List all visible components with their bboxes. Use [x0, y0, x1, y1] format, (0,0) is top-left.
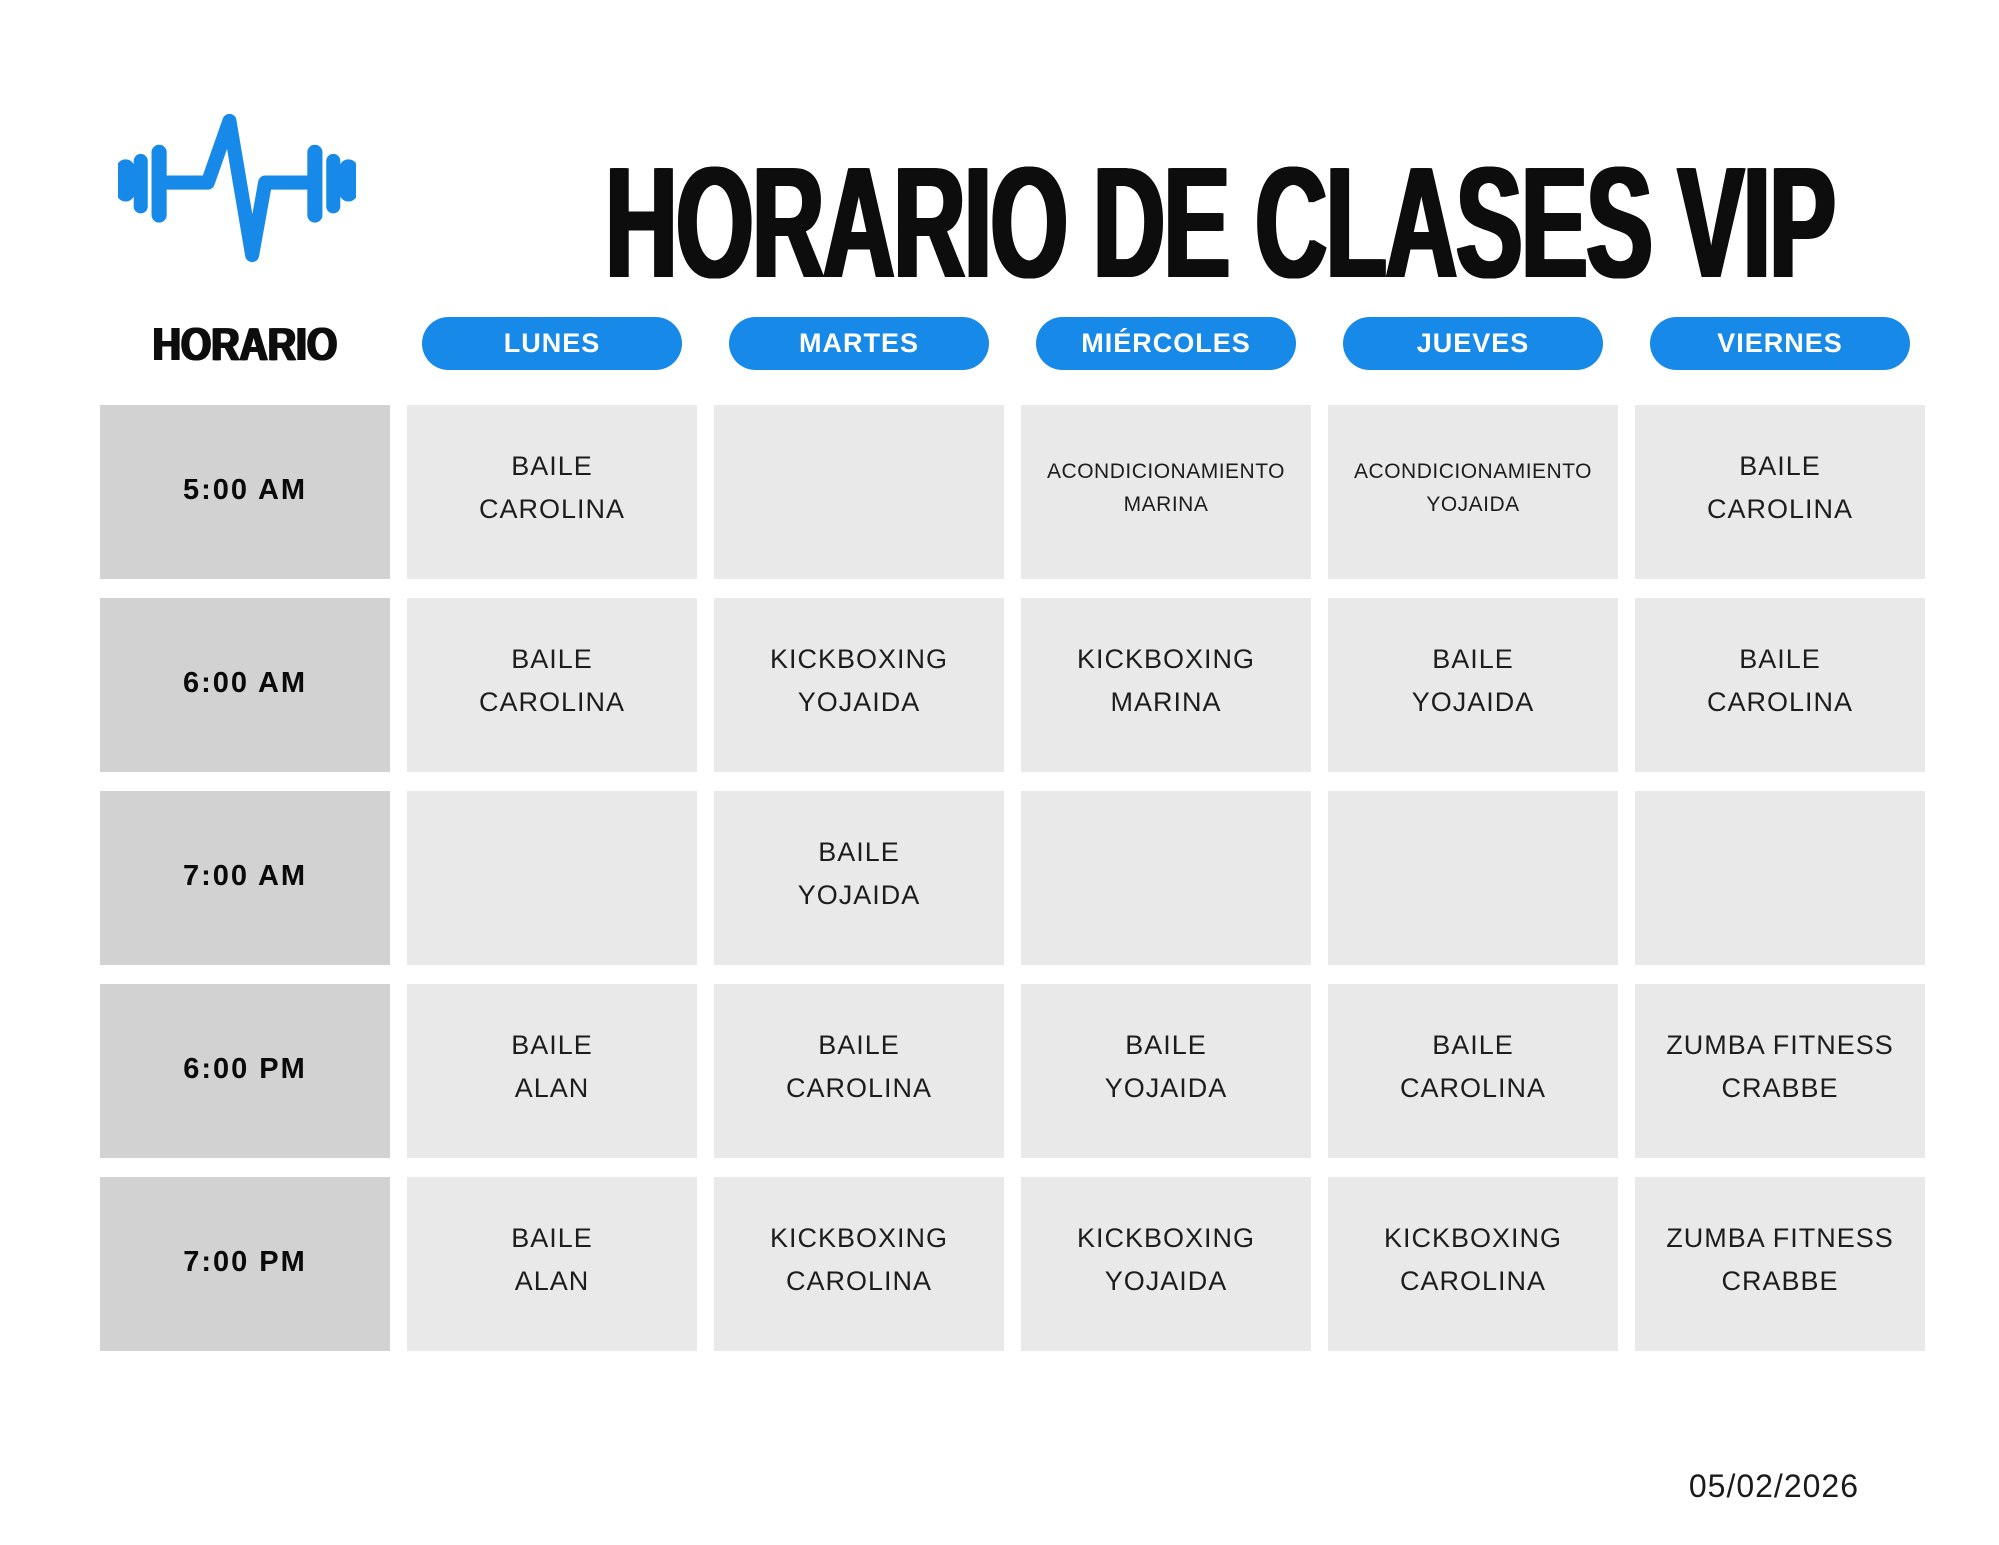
- time-label: 6:00 AM: [182, 667, 308, 700]
- schedule-cell: [1328, 405, 1618, 579]
- instructor-name: MARINA: [1123, 493, 1209, 516]
- time-cell: [100, 598, 390, 772]
- class-name: KICKBOXING: [769, 1222, 949, 1253]
- class-name: BAILE: [511, 643, 593, 674]
- schedule-cell-empty: [1021, 791, 1311, 965]
- time-cell: [100, 984, 390, 1158]
- class-name: BAILE: [1125, 1029, 1207, 1060]
- schedule-cell: [1021, 598, 1311, 772]
- time-label: 5:00 AM: [182, 474, 308, 507]
- schedule-cell-empty: [407, 791, 697, 965]
- schedule-cell-empty: [1635, 791, 1925, 965]
- class-name: BAILE: [511, 1029, 593, 1060]
- instructor-name: CAROLINA: [785, 1072, 933, 1103]
- day-pill-martes: MARTES: [729, 317, 989, 370]
- day-pill-jueves: JUEVES: [1343, 317, 1603, 370]
- class-name: BAILE: [818, 1029, 900, 1060]
- class-name: KICKBOXING: [1076, 643, 1256, 674]
- schedule-cell: [407, 598, 697, 772]
- instructor-name: CAROLINA: [1399, 1265, 1547, 1296]
- instructor-name: YOJAIDA: [797, 686, 921, 717]
- class-name: BAILE: [818, 836, 900, 867]
- instructor-name: CAROLINA: [785, 1265, 933, 1296]
- time-label: 6:00 PM: [183, 1053, 307, 1086]
- instructor-name: CRABBE: [1721, 1072, 1839, 1103]
- class-name: BAILE: [1432, 643, 1514, 674]
- class-name: ZUMBA FITNESS: [1666, 1222, 1894, 1253]
- instructor-name: CAROLINA: [1706, 493, 1854, 524]
- instructor-name: ALAN: [514, 1072, 590, 1103]
- schedule-cell: [407, 984, 697, 1158]
- instructor-name: CAROLINA: [478, 493, 626, 524]
- time-label: 7:00 AM: [182, 860, 308, 893]
- instructor-name: YOJAIDA: [1426, 493, 1520, 516]
- class-name: ZUMBA FITNESS: [1666, 1029, 1894, 1060]
- schedule-cell: [1021, 405, 1311, 579]
- instructor-name: MARINA: [1110, 686, 1222, 717]
- schedule-cell: [1635, 1177, 1925, 1351]
- schedule-cell: [714, 984, 1004, 1158]
- schedule-cell: [1328, 984, 1618, 1158]
- day-pill-miercoles: MIÉRCOLES: [1036, 317, 1296, 370]
- schedule-cell: [1635, 405, 1925, 579]
- schedule-cell: [1635, 984, 1925, 1158]
- class-name: BAILE: [1739, 643, 1821, 674]
- schedule-cell: [714, 598, 1004, 772]
- schedule-cell-empty: [1328, 791, 1618, 965]
- schedule-grid: [100, 405, 1925, 1351]
- instructor-name: YOJAIDA: [1104, 1265, 1228, 1296]
- instructor-name: YOJAIDA: [1104, 1072, 1228, 1103]
- class-name: KICKBOXING: [769, 643, 949, 674]
- instructor-name: CAROLINA: [1706, 686, 1854, 717]
- day-pill-lunes: LUNES: [422, 317, 682, 370]
- class-name: BAILE: [1739, 450, 1821, 481]
- schedule-cell: [714, 1177, 1004, 1351]
- time-column-header: HORARIO: [152, 318, 338, 370]
- schedule-header-row: [100, 317, 1925, 370]
- time-cell: [100, 791, 390, 965]
- instructor-name: CAROLINA: [478, 686, 626, 717]
- schedule-cell: [714, 791, 1004, 965]
- class-name: BAILE: [511, 450, 593, 481]
- time-cell: [100, 405, 390, 579]
- dumbbell-heartbeat-icon: [118, 102, 356, 274]
- day-pill-viernes: VIERNES: [1650, 317, 1910, 370]
- class-name: KICKBOXING: [1383, 1222, 1563, 1253]
- instructor-name: CRABBE: [1721, 1265, 1839, 1296]
- schedule-cell: [407, 1177, 697, 1351]
- schedule-cell-empty: [714, 405, 1004, 579]
- class-name: KICKBOXING: [1076, 1222, 1256, 1253]
- instructor-name: ALAN: [514, 1265, 590, 1296]
- schedule-cell: [1021, 984, 1311, 1158]
- instructor-name: YOJAIDA: [797, 879, 921, 910]
- instructor-name: YOJAIDA: [1411, 686, 1535, 717]
- class-name: BAILE: [511, 1222, 593, 1253]
- class-name: ACONDICIONAMIENTO: [1354, 459, 1592, 483]
- instructor-name: CAROLINA: [1399, 1072, 1547, 1103]
- schedule-cell: [1328, 598, 1618, 772]
- footer-date: 05/02/2026: [1688, 1468, 1859, 1504]
- time-cell: [100, 1177, 390, 1351]
- schedule-cell: [407, 405, 697, 579]
- schedule-cell: [1021, 1177, 1311, 1351]
- class-name: ACONDICIONAMIENTO: [1047, 459, 1285, 483]
- schedule-cell: [1635, 598, 1925, 772]
- class-name: BAILE: [1432, 1029, 1514, 1060]
- time-label: 7:00 PM: [183, 1246, 307, 1279]
- schedule-cell: [1328, 1177, 1618, 1351]
- page-title: HORARIO DE CLASES VIP: [605, 134, 1835, 311]
